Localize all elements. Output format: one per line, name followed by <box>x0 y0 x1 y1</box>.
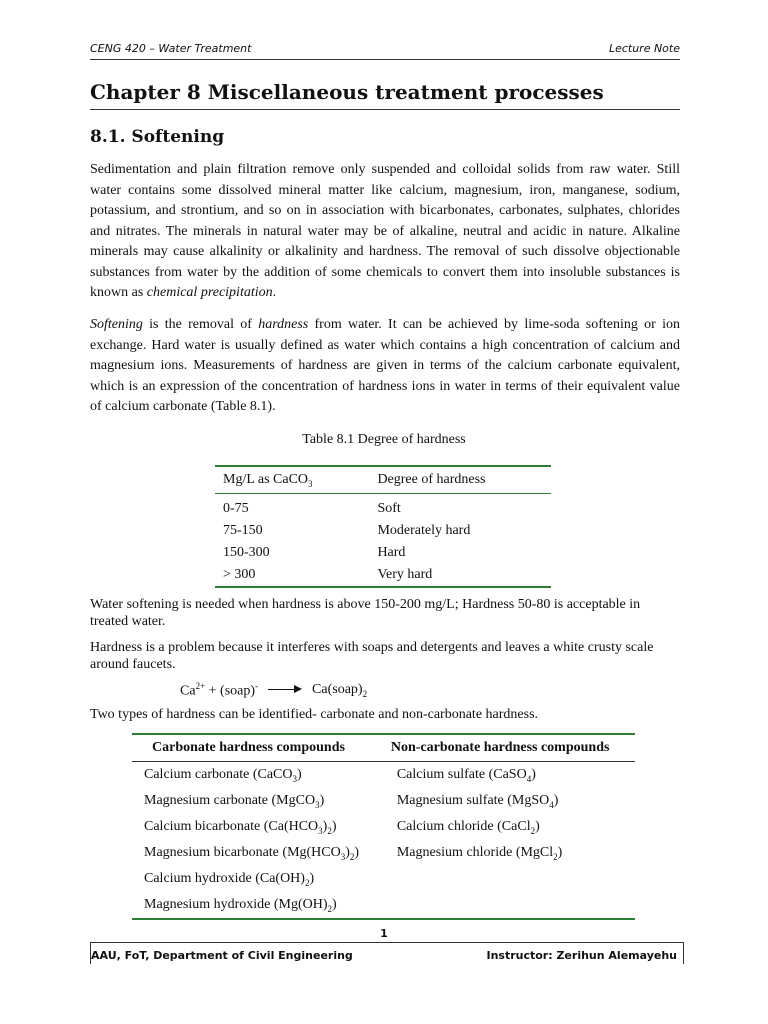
softening-text-1: is the removal of <box>142 317 259 332</box>
hardness-compounds-table <box>132 733 635 920</box>
hardness-problem-paragraph: Hardness is a problem because it interferes with soaps and detergents and leaves a white crusty scale around faucets. <box>90 640 654 672</box>
noncarbonate-compound-cell: Calcium sulfate (CaSO$_4$) <box>396 766 536 784</box>
product-calcium-soap: $Ca(soap)_2$ <box>312 681 368 699</box>
table-caption: Table 8.1 Degree of hardness <box>302 432 466 447</box>
intro-end: . <box>272 285 277 300</box>
noncarbonate-compound-cell <box>385 866 635 892</box>
table-row <box>215 542 551 564</box>
column-header-concentration: Mg/L as CaCO$_3$ <box>215 466 369 493</box>
table-row <box>132 840 635 866</box>
noncarbonate-compound-cell: Calcium chloride (CaCl$_2$) <box>396 818 540 836</box>
page-number: 1 <box>380 927 388 940</box>
lecture-note-label: Lecture Note <box>608 42 680 55</box>
table-row <box>132 762 635 789</box>
reactant-soap: + (soap)- <box>205 681 259 699</box>
noncarbonate-compound-cell <box>385 892 635 919</box>
intro-paragraph <box>90 160 680 304</box>
column-header-degree: Degree of hardness <box>369 466 551 493</box>
table-header-row <box>215 466 551 493</box>
softening-text-2: from water. It can be achieved by lime-soda softening or ion exchange. Hard water is usually defined as water which contains a high concentration of calcium and magnesium ions. Measurements of hardness are given in terms of the calcium carbonate equivalent, which is an expression of the concentration of hardness ions in water in terms of their equivalent value of calcium carbonate (Table 8.1). <box>90 317 680 414</box>
noncarbonate-compound-cell: Magnesium chloride (MgCl$_2$) <box>396 844 563 862</box>
course-title: CENG 420 – Water Treatment <box>90 42 252 55</box>
carbonate-compound-cell: Calcium bicarbonate $(Ca(HCO_3)_2)$ <box>144 818 337 836</box>
range-cell: 150-300 <box>223 544 270 560</box>
degree-cell: Moderately hard <box>377 522 471 538</box>
table-row <box>215 493 551 520</box>
hardness-table <box>215 465 551 588</box>
carbonate-compound-cell: Magnesium hydroxide $(Mg(OH)_2)$ <box>144 896 337 914</box>
table-row <box>132 814 635 840</box>
soap-reaction-equation <box>180 681 367 700</box>
section-title: 8.1. Softening <box>90 127 225 147</box>
carbonate-compound-cell: Calcium hydroxide $(Ca(OH)_2)$ <box>144 870 315 888</box>
department-label: AAU, FoT, Department of Civil Engineering <box>91 949 353 962</box>
page-footer <box>90 942 684 964</box>
reactant-calcium: $Ca^{2+}$ <box>180 681 206 699</box>
table-row <box>132 892 635 919</box>
table-row <box>215 564 551 587</box>
reaction-arrow-icon <box>268 685 302 695</box>
column-header-carbonate: Carbonate hardness compounds <box>132 734 385 762</box>
chemical-precipitation-term: chemical precipitation <box>146 285 273 300</box>
range-cell: 75-150 <box>223 522 263 538</box>
column-header-noncarbonate: Non-carbonate hardness compounds <box>385 734 635 762</box>
softening-paragraph <box>90 315 680 418</box>
table-row <box>132 788 635 814</box>
chapter-title: Chapter 8 Miscellaneous treatment processes <box>90 80 680 110</box>
range-cell: 0-75 <box>223 500 249 516</box>
degree-cell: Hard <box>377 544 406 560</box>
hardness-types-paragraph: Two types of hardness can be identified- carbonate and non-carbonate hardness. <box>90 707 539 722</box>
carbonate-compound-cell: Calcium carbonate (CaCO$_3$) <box>144 766 302 784</box>
page-header <box>90 42 680 60</box>
intro-text: Sedimentation and plain filtration remove only suspended and colloidal solids from raw water. Still water contains some dissolved mineral matter like calcium, magnesium, iron, manganese, sodium, potassium, and strontium, and so on in association with bicarbonates, carbonates, sulphates, chlorides and nitrates. The minerals in natural water may be of alkaline, neutral and acidic in nature. Alkaline minerals may cause alkalinity or alkalinity and hardness. The removal of such dissolve objectionable substances from water by the addition of some chemicals to convert them into insoluble substances is known as <box>90 162 680 300</box>
degree-cell: Soft <box>377 500 401 516</box>
hardness-term: hardness <box>258 317 309 332</box>
table-row <box>132 866 635 892</box>
instructor-label: Instructor: Zerihun Alemayehu <box>486 949 677 962</box>
table-header-row <box>132 734 635 762</box>
noncarbonate-compound-cell: Magnesium sulfate (MgSO$_4$) <box>396 792 559 810</box>
table-row <box>215 520 551 542</box>
range-cell: > 300 <box>223 566 256 582</box>
carbonate-compound-cell: Magnesium carbonate (MgCO$_3$) <box>144 792 325 810</box>
carbonate-compound-cell: Magnesium bicarbonate $(Mg(HCO_3)_2)$ <box>144 844 360 862</box>
softening-need-paragraph: Water softening is needed when hardness is above 150-200 mg/L; Hardness 50-80 is acceptable in treated water. <box>90 597 641 629</box>
softening-term: Softening <box>90 317 143 332</box>
degree-cell: Very hard <box>377 566 433 582</box>
